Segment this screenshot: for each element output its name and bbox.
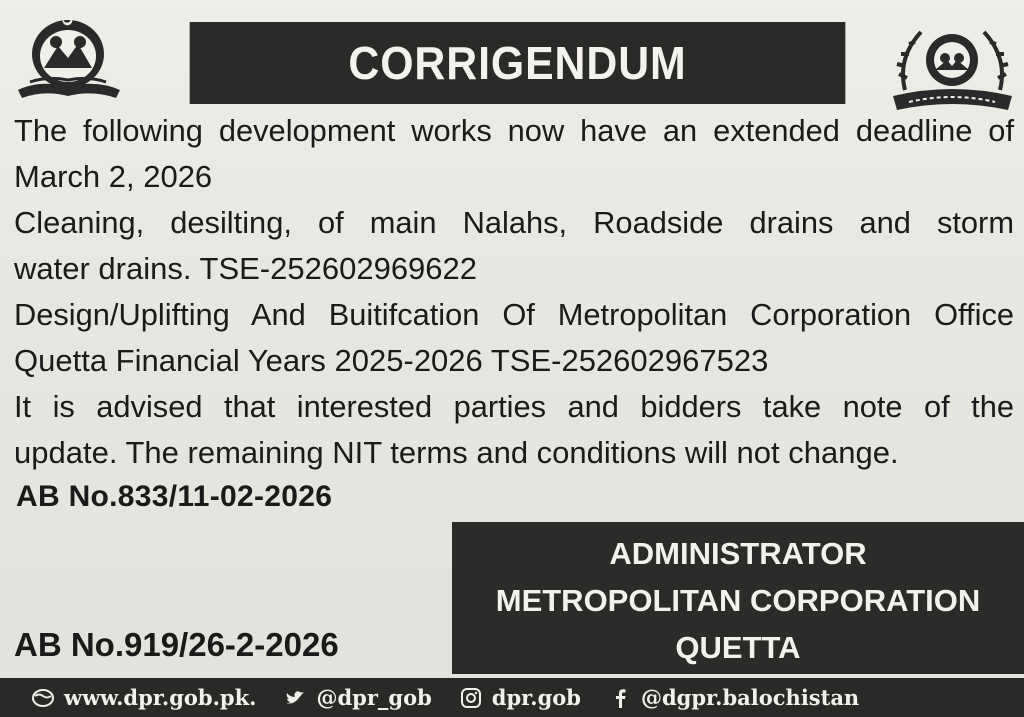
website-link[interactable] [30,685,256,710]
website-text: www.dpr.gob.pk. [64,685,257,710]
twitter-link[interactable] [282,685,431,710]
globe-icon [30,686,56,710]
advice-line-2: update. The remaining NIT terms and conditions will not change. [14,435,899,470]
intro-line-2: March 2, 2026 [14,159,213,194]
instagram-handle: dpr.gob [491,685,581,710]
facebook-icon [607,686,633,710]
twitter-icon [282,686,308,710]
notice-body [14,108,1014,476]
balochistan-emblem-icon [8,6,128,106]
ab-number-primary: AB No.833/11-02-2026 [16,480,333,513]
signature-title: ADMINISTRATOR [609,536,867,571]
facebook-link[interactable] [607,685,859,710]
ab-number-secondary: AB No.919/26-2-2026 [14,626,339,663]
signature-block [452,522,1024,674]
facebook-handle: @dgpr.balochistan [641,685,860,710]
advice-line-1: It is advised that interested parties and bidders take note of the [14,389,1014,424]
work-item-1-line-2: water drains. TSE-252602969622 [14,251,478,286]
corporation-crest-icon [885,18,1020,118]
signature-city: QUETTA [675,630,801,665]
work-item-2-line-1: Design/Uplifting And Buitifcation Of Metropolitan Corporation Office [14,297,1014,332]
notice-title: CORRIGENDUM [190,22,846,104]
footer-bar [0,678,1024,717]
work-item-2-line-2: Quetta Financial Years 2025-2026 TSE-252602967523 [14,343,769,378]
twitter-handle: @dpr_gob [316,685,432,710]
instagram-icon [458,686,484,710]
work-item-1-line-1: Cleaning, desilting, of main Nalahs, Roadside drains and storm [14,205,1014,240]
intro-line-1: The following development works now have an extended deadline of [14,113,1014,148]
signature-organization: METROPOLITAN CORPORATION [495,583,981,618]
instagram-link[interactable] [458,685,581,710]
